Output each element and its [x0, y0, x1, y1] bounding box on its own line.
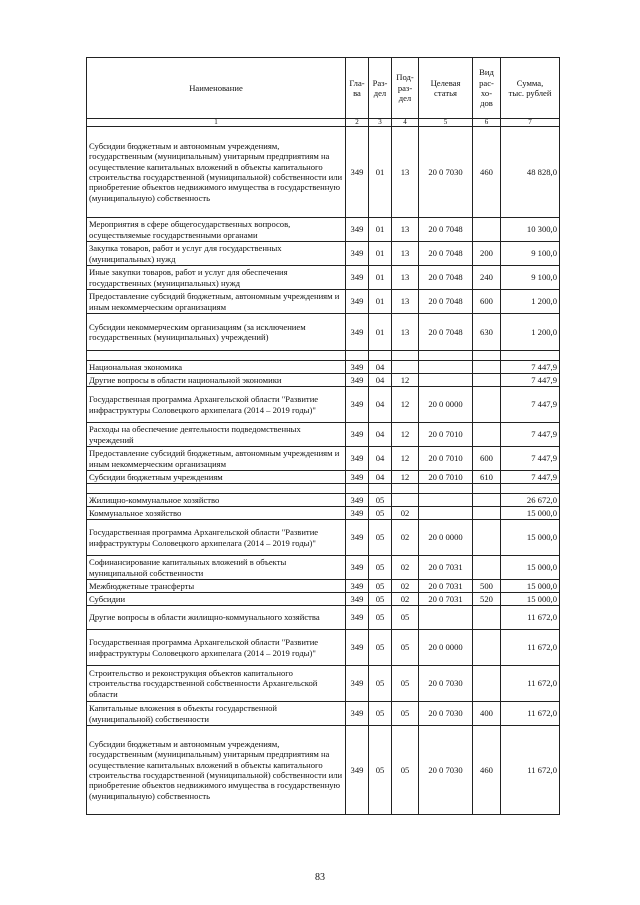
cell-statya	[419, 361, 473, 374]
column-number-row	[87, 119, 560, 127]
cell-statya	[419, 606, 473, 630]
cell-vid	[473, 556, 501, 580]
cell-glava	[346, 484, 369, 494]
cell-summa: 15 000,0	[501, 580, 560, 593]
cell-vid	[473, 351, 501, 361]
cell-statya: 20 0 7048	[419, 242, 473, 266]
cell-statya: 20 0 7048	[419, 266, 473, 290]
cell-podrazdel	[392, 484, 419, 494]
column-number: 5	[419, 119, 473, 127]
cell-vid: 600	[473, 447, 501, 471]
cell-podrazdel: 13	[392, 290, 419, 314]
cell-name: Государственная программа Архангельской области "Развитие инфраструктуры Соловецкого архипелага (2014 – 2019 годы)"	[87, 520, 346, 556]
cell-podrazdel: 05	[392, 726, 419, 815]
cell-vid	[473, 520, 501, 556]
cell-glava: 349	[346, 494, 369, 507]
cell-podrazdel: 02	[392, 580, 419, 593]
cell-podrazdel: 12	[392, 423, 419, 447]
cell-name: Субсидии	[87, 593, 346, 606]
cell-statya: 20 0 7048	[419, 218, 473, 242]
cell-summa: 11 672,0	[501, 630, 560, 666]
cell-razdel: 01	[369, 290, 392, 314]
cell-vid: 460	[473, 127, 501, 218]
cell-razdel: 01	[369, 242, 392, 266]
table-row	[87, 666, 560, 702]
cell-razdel: 05	[369, 630, 392, 666]
cell-glava: 349	[346, 580, 369, 593]
cell-vid	[473, 630, 501, 666]
table-row	[87, 423, 560, 447]
cell-glava: 349	[346, 471, 369, 484]
cell-podrazdel: 12	[392, 387, 419, 423]
cell-summa: 1 200,0	[501, 290, 560, 314]
cell-vid	[473, 484, 501, 494]
cell-glava: 349	[346, 702, 369, 726]
cell-summa: 7 447,9	[501, 471, 560, 484]
cell-podrazdel: 02	[392, 507, 419, 520]
cell-razdel: 05	[369, 726, 392, 815]
cell-vid	[473, 606, 501, 630]
table-row	[87, 606, 560, 630]
cell-vid: 200	[473, 242, 501, 266]
cell-summa: 7 447,9	[501, 447, 560, 471]
page-number: 83	[315, 872, 325, 883]
table-row	[87, 127, 560, 218]
table-row	[87, 471, 560, 484]
cell-statya: 20 0 7010	[419, 423, 473, 447]
table-row	[87, 593, 560, 606]
cell-razdel	[369, 351, 392, 361]
cell-razdel: 04	[369, 387, 392, 423]
cell-podrazdel: 13	[392, 266, 419, 290]
cell-name: Предоставление субсидий бюджетным, автономным учреждениям и иным некоммерческим организациям	[87, 290, 346, 314]
cell-summa: 11 672,0	[501, 666, 560, 702]
cell-vid	[473, 666, 501, 702]
cell-statya: 20 0 7048	[419, 314, 473, 351]
cell-razdel: 05	[369, 593, 392, 606]
cell-vid: 520	[473, 593, 501, 606]
cell-razdel: 01	[369, 314, 392, 351]
cell-razdel: 05	[369, 494, 392, 507]
cell-razdel: 01	[369, 127, 392, 218]
header-vid	[473, 58, 501, 119]
cell-glava: 349	[346, 290, 369, 314]
cell-vid	[473, 507, 501, 520]
cell-name: Капитальные вложения в объекты государственной (муниципальной) собственности	[87, 702, 346, 726]
cell-vid	[473, 218, 501, 242]
table-row	[87, 387, 560, 423]
cell-razdel: 01	[369, 218, 392, 242]
cell-summa: 11 672,0	[501, 702, 560, 726]
table-row	[87, 494, 560, 507]
cell-summa: 11 672,0	[501, 606, 560, 630]
cell-glava: 349	[346, 242, 369, 266]
table-row	[87, 290, 560, 314]
cell-name: Коммунальное хозяйство	[87, 507, 346, 520]
cell-statya	[419, 351, 473, 361]
cell-vid	[473, 387, 501, 423]
column-number: 7	[501, 119, 560, 127]
cell-vid	[473, 361, 501, 374]
cell-statya	[419, 374, 473, 387]
cell-vid	[473, 374, 501, 387]
cell-podrazdel: 05	[392, 606, 419, 630]
cell-summa: 15 000,0	[501, 593, 560, 606]
cell-razdel: 05	[369, 507, 392, 520]
cell-statya: 20 0 7030	[419, 726, 473, 815]
cell-glava: 349	[346, 127, 369, 218]
table-row	[87, 702, 560, 726]
table-row	[87, 242, 560, 266]
cell-podrazdel: 05	[392, 666, 419, 702]
cell-podrazdel	[392, 351, 419, 361]
cell-podrazdel: 02	[392, 556, 419, 580]
budget-table	[86, 57, 560, 815]
cell-summa: 7 447,9	[501, 374, 560, 387]
cell-statya: 20 0 7031	[419, 580, 473, 593]
cell-razdel: 04	[369, 361, 392, 374]
cell-podrazdel: 13	[392, 218, 419, 242]
header-glava	[346, 58, 369, 119]
header-vid-text: Вид рас- хо- дов	[479, 67, 494, 109]
cell-name: Жилищно-коммунальное хозяйство	[87, 494, 346, 507]
cell-statya: 20 0 0000	[419, 630, 473, 666]
table-row	[87, 266, 560, 290]
cell-name	[87, 351, 346, 361]
header-name	[87, 58, 346, 119]
header-name-text: Наименование	[189, 82, 243, 93]
table-row	[87, 314, 560, 351]
table-row	[87, 507, 560, 520]
table-row	[87, 218, 560, 242]
cell-statya: 20 0 7030	[419, 666, 473, 702]
cell-summa: 48 828,0	[501, 127, 560, 218]
column-number: 4	[392, 119, 419, 127]
table-row	[87, 580, 560, 593]
cell-vid: 460	[473, 726, 501, 815]
cell-podrazdel	[392, 361, 419, 374]
spacer-row	[87, 484, 560, 494]
cell-summa: 26 672,0	[501, 494, 560, 507]
cell-vid: 630	[473, 314, 501, 351]
cell-vid: 240	[473, 266, 501, 290]
cell-razdel: 05	[369, 520, 392, 556]
cell-razdel: 05	[369, 606, 392, 630]
cell-statya: 20 0 7010	[419, 447, 473, 471]
header-razdel-text: Раз- дел	[372, 77, 388, 98]
cell-podrazdel: 12	[392, 374, 419, 387]
cell-statya: 20 0 0000	[419, 520, 473, 556]
cell-statya: 20 0 7031	[419, 593, 473, 606]
header-statya-text: Целевая статья	[430, 77, 461, 98]
cell-statya: 20 0 0000	[419, 387, 473, 423]
cell-razdel: 04	[369, 374, 392, 387]
cell-razdel: 04	[369, 471, 392, 484]
cell-glava: 349	[346, 374, 369, 387]
cell-podrazdel: 12	[392, 447, 419, 471]
cell-podrazdel: 13	[392, 314, 419, 351]
cell-podrazdel: 02	[392, 520, 419, 556]
cell-podrazdel	[392, 494, 419, 507]
table-row	[87, 520, 560, 556]
cell-glava: 349	[346, 666, 369, 702]
table-row	[87, 630, 560, 666]
cell-name: Государственная программа Архангельской области "Развитие инфраструктуры Соловецкого архипелага (2014 – 2019 годы)"	[87, 630, 346, 666]
cell-podrazdel: 05	[392, 630, 419, 666]
spacer-row	[87, 351, 560, 361]
cell-name: Межбюджетные трансферты	[87, 580, 346, 593]
cell-podrazdel: 05	[392, 702, 419, 726]
cell-summa: 10 300,0	[501, 218, 560, 242]
cell-name: Другие вопросы в области национальной экономики	[87, 374, 346, 387]
cell-vid	[473, 494, 501, 507]
cell-glava: 349	[346, 726, 369, 815]
cell-statya	[419, 507, 473, 520]
cell-summa: 15 000,0	[501, 507, 560, 520]
cell-summa: 7 447,9	[501, 361, 560, 374]
cell-statya: 20 0 7031	[419, 556, 473, 580]
table-row	[87, 447, 560, 471]
column-number: 1	[87, 119, 346, 127]
table-row	[87, 726, 560, 815]
cell-podrazdel: 13	[392, 242, 419, 266]
table-body	[87, 127, 560, 815]
cell-glava: 349	[346, 630, 369, 666]
cell-name: Национальная экономика	[87, 361, 346, 374]
cell-summa: 11 672,0	[501, 726, 560, 815]
cell-podrazdel: 02	[392, 593, 419, 606]
cell-glava: 349	[346, 314, 369, 351]
cell-vid: 600	[473, 290, 501, 314]
cell-glava: 349	[346, 556, 369, 580]
cell-summa: 9 100,0	[501, 266, 560, 290]
cell-statya	[419, 494, 473, 507]
cell-summa: 15 000,0	[501, 556, 560, 580]
cell-glava: 349	[346, 361, 369, 374]
cell-name: Другие вопросы в области жилищно-коммунального хозяйства	[87, 606, 346, 630]
header-statya	[419, 58, 473, 119]
cell-name: Субсидии бюджетным учреждениям	[87, 471, 346, 484]
table-row	[87, 556, 560, 580]
cell-name: Субсидии некоммерческим организациям (за исключением государственных (муниципальных) учреждений)	[87, 314, 346, 351]
cell-podrazdel: 13	[392, 127, 419, 218]
cell-glava: 349	[346, 593, 369, 606]
cell-name: Субсидии бюджетным и автономным учреждениям, государственным (муниципальным) унитарным предприятиям на осуществление капитальных вложений в объекты капитального строительства государственной (муниципальной) собственности или приобретение объектов недвижимого имущества в государственную (муниципальную) собственность	[87, 127, 346, 218]
cell-glava: 349	[346, 218, 369, 242]
table-row	[87, 374, 560, 387]
header-summa	[501, 58, 560, 119]
cell-razdel: 05	[369, 666, 392, 702]
cell-summa	[501, 351, 560, 361]
cell-glava: 349	[346, 507, 369, 520]
cell-statya: 20 0 7030	[419, 702, 473, 726]
header-podrazdel	[392, 58, 419, 119]
cell-name: Расходы на обеспечение деятельности подведомственных учреждений	[87, 423, 346, 447]
cell-razdel: 05	[369, 702, 392, 726]
cell-name: Иные закупки товаров, работ и услуг для обеспечения государственных (муниципальных) нужд	[87, 266, 346, 290]
cell-name: Субсидии бюджетным и автономным учреждениям, государственным (муниципальным) унитарным предприятиям на осуществление капитальных вложений в объекты капитального строительства государственной (муниципальной) собственности или приобретение объектов недвижимого имущества в государственную (муниципальную) собственность	[87, 726, 346, 815]
cell-name	[87, 484, 346, 494]
cell-razdel: 05	[369, 556, 392, 580]
table-row	[87, 361, 560, 374]
header-podrazdel-text: Под- раз- дел	[396, 72, 414, 104]
cell-statya: 20 0 7010	[419, 471, 473, 484]
cell-name: Государственная программа Архангельской области "Развитие инфраструктуры Соловецкого архипелага (2014 – 2019 годы)"	[87, 387, 346, 423]
cell-vid	[473, 423, 501, 447]
column-number: 6	[473, 119, 501, 127]
cell-summa: 15 000,0	[501, 520, 560, 556]
header-row	[87, 58, 560, 119]
cell-name: Строительство и реконструкция объектов капитального строительства государственной собственности Архангельской области	[87, 666, 346, 702]
cell-summa: 9 100,0	[501, 242, 560, 266]
cell-glava: 349	[346, 423, 369, 447]
cell-glava: 349	[346, 447, 369, 471]
cell-razdel: 05	[369, 580, 392, 593]
cell-glava: 349	[346, 266, 369, 290]
cell-glava: 349	[346, 387, 369, 423]
header-razdel	[369, 58, 392, 119]
cell-vid: 400	[473, 702, 501, 726]
cell-razdel	[369, 484, 392, 494]
cell-glava	[346, 351, 369, 361]
cell-summa: 1 200,0	[501, 314, 560, 351]
cell-name: Софинансирование капитальных вложений в объекты муниципальной собственности	[87, 556, 346, 580]
cell-glava: 349	[346, 606, 369, 630]
header-summa-text: Сумма, тыс. рублей	[508, 77, 552, 98]
cell-razdel: 04	[369, 423, 392, 447]
column-number: 3	[369, 119, 392, 127]
cell-glava: 349	[346, 520, 369, 556]
cell-statya: 20 0 7030	[419, 127, 473, 218]
header-glava-text: Гла- ва	[349, 77, 365, 98]
column-number: 2	[346, 119, 369, 127]
cell-vid: 610	[473, 471, 501, 484]
cell-name: Мероприятия в сфере общегосударственных вопросов, осуществляемые государственными органами	[87, 218, 346, 242]
cell-vid: 500	[473, 580, 501, 593]
cell-razdel: 01	[369, 266, 392, 290]
cell-summa	[501, 484, 560, 494]
cell-name: Закупка товаров, работ и услуг для государственных (муниципальных) нужд	[87, 242, 346, 266]
cell-summa: 7 447,9	[501, 423, 560, 447]
cell-name: Предоставление субсидий бюджетным, автономным учреждениям и иным некоммерческим организациям	[87, 447, 346, 471]
cell-razdel: 04	[369, 447, 392, 471]
cell-statya: 20 0 7048	[419, 290, 473, 314]
cell-summa: 7 447,9	[501, 387, 560, 423]
cell-statya	[419, 484, 473, 494]
cell-podrazdel: 12	[392, 471, 419, 484]
